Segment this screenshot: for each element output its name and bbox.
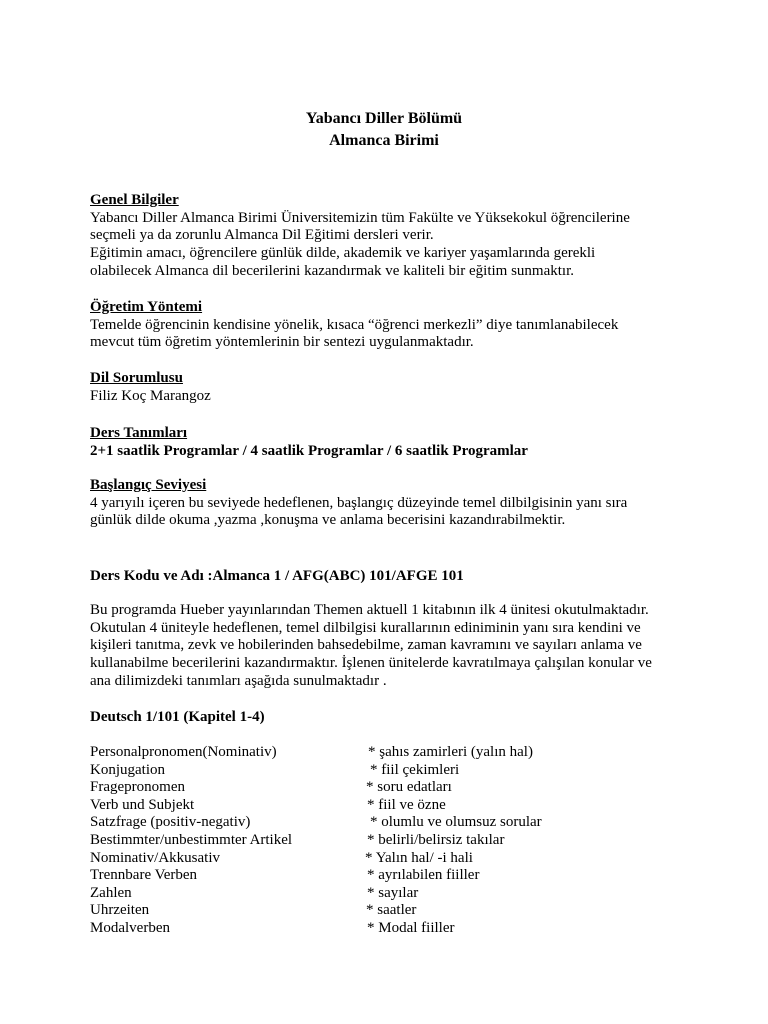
paragraph-line: Eğitimin amacı, öğrencilere günlük dilde, akademik ve kariyer yaşamlarında gerekli (90, 245, 596, 262)
topic-german: Satzfrage (positiv-negativ) (90, 814, 251, 831)
topic-german: Nominativ/Akkusativ (90, 849, 220, 866)
topic-row (90, 867, 690, 885)
paragraph-line: Okutulan 4 üniteyle hedeflenen, temel dilbilgisi kurallarının ediniminin yanı sıra kendini ve (90, 619, 641, 636)
section-ogretim-yontemi (90, 299, 680, 352)
topic-turkish: * Modal fiiller (367, 919, 455, 936)
document-title: Yabancı Diller Bölümü (305, 110, 463, 127)
deutsch-heading: Deutsch 1/101 (Kapitel 1-4) (90, 709, 265, 725)
paragraph-line: kullanabilme becerilerini kazandırmaktır. İşlenen ünitelerde kavratılmaya çalışılan konular ve (90, 655, 652, 672)
topic-row (90, 779, 690, 797)
course-description (90, 602, 680, 691)
topic-row (90, 902, 690, 920)
paragraph-line: kişileri tanıtma, zevk ve hobilerinden bahsedebilme, zaman kavramını ve sayıları anlama ve (90, 637, 642, 654)
topic-turkish: * fiil çekimleri (370, 761, 460, 778)
paragraph-line: günlük dilde okuma ,yazma ,konuşma ve anlama becerisini kazandırabilmektir. (90, 512, 566, 529)
section-genel-bilgiler (90, 192, 680, 281)
topic-german: Trennbare Verben (90, 867, 198, 884)
topic-turkish: * saatler (366, 902, 417, 919)
topic-turkish: * fiil ve özne (367, 796, 446, 813)
topic-row (90, 814, 690, 832)
section-ders-tanimlari (90, 425, 680, 460)
topic-row (90, 850, 690, 868)
topic-turkish: * olumlu ve olumsuz sorular (370, 814, 542, 831)
paragraph-line: 4 yarıyılı içeren bu seviyede hedeflenen, başlangıç düzeyinde temel dilbilgisinin yanı sıra (90, 494, 628, 511)
topic-row (90, 744, 690, 762)
deutsch-heading-block (90, 709, 680, 727)
paragraph-line: olabilecek Almanca dil becerilerini kazandırmak ve kaliteli bir eğitim sunmaktır. (90, 262, 574, 279)
section-heading: Öğretim Yöntemi (90, 299, 203, 315)
document-subtitle: Almanca Birimi (329, 132, 439, 149)
section-baslangic-seviyesi (90, 477, 680, 530)
topic-row (90, 762, 690, 780)
course-code-heading (90, 568, 680, 586)
section-dil-sorumlusu (90, 370, 680, 405)
topic-row (90, 797, 690, 815)
topic-turkish: * soru edatları (366, 779, 452, 796)
paragraph-line: mevcut tüm öğretim yöntemlerinin bir sentezi uygulanmaktadır. (90, 334, 474, 351)
paragraph-line: Bu programda Hueber yayınlarından Themen aktuell 1 kitabının ilk 4 ünitesi okutulmaktadır. (90, 602, 649, 618)
paragraph-line: seçmeli ya da zorunlu Almanca Dil Eğitimi dersleri verir. (90, 227, 434, 244)
topic-row (90, 920, 690, 938)
topic-german: Konjugation (90, 761, 165, 778)
topic-list (90, 744, 690, 938)
paragraph-line: Temelde öğrencinin kendisine yönelik, kısaca “öğrenci merkezli” diye tanımlanabilecek (90, 316, 619, 333)
section-heading: Ders Tanımları (90, 425, 188, 441)
topic-row (90, 832, 690, 850)
topic-turkish: * şahıs zamirleri (yalın hal) (368, 744, 533, 760)
program-list: 2+1 saatlik Programlar / 4 saatlik Programlar / 6 saatlik Programlar (90, 442, 528, 459)
topic-row (90, 885, 690, 903)
responsible-name: Filiz Koç Marangoz (90, 387, 211, 404)
topic-turkish: * ayrılabilen fiiller (367, 867, 480, 884)
section-heading: Başlangıç Seviyesi (90, 477, 207, 493)
topic-german: Verb und Subjekt (90, 796, 195, 813)
paragraph-line: Yabancı Diller Almanca Birimi Üniversitemizin tüm Fakülte ve Yüksekokul öğrencilerine (90, 209, 630, 226)
section-heading: Dil Sorumlusu (90, 370, 183, 386)
topic-turkish: * belirli/belirsiz takılar (367, 831, 505, 848)
topic-german: Modalverben (90, 919, 170, 936)
topic-german: Personalpronomen(Nominativ) (90, 744, 277, 760)
section-heading: Genel Bilgiler (90, 192, 179, 208)
topic-german: Uhrzeiten (90, 902, 150, 919)
topic-german: Fragepronomen (90, 779, 185, 796)
topic-german: Zahlen (90, 884, 132, 901)
paragraph-line: ana dilimizdeki tanımları aşağıda sunulmaktadır . (90, 672, 387, 689)
topic-turkish: * Yalın hal/ -i hali (365, 849, 473, 866)
topic-german: Bestimmter/unbestimmter Artikel (90, 831, 293, 848)
course-code-title: Ders Kodu ve Adı :Almanca 1 / AFG(ABC) 101/AFGE 101 (90, 568, 464, 584)
topic-turkish: * sayılar (367, 884, 419, 901)
